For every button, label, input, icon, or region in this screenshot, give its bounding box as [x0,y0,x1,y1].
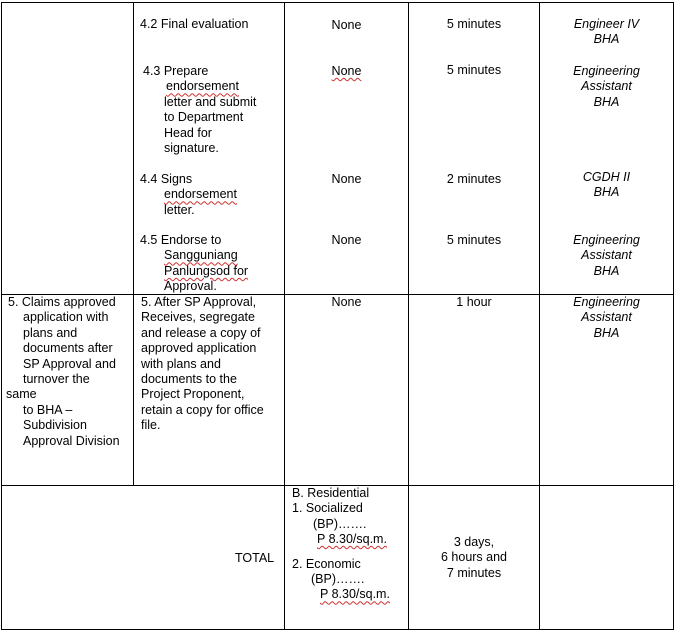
step-4-5-person: Engineering Assistant BHA [573,233,640,278]
column-divider-1 [133,2,134,486]
step-5-time: 1 hour [456,295,492,309]
table-border-top [1,2,673,3]
step-4-5-time: 5 minutes [446,233,502,247]
step-4-4-person: CGDH II BHA [582,170,631,200]
step-4-3-action: 4.3 Prepare endorsement letter and submit to Department Head for signature. [143,64,257,156]
table-border-right [673,2,674,630]
step-5-client: 5. Claims approved application with plans and documents after SP Approval and turnover the same to BHA – Subdivision Approval Division [6,295,120,448]
table-border-bottom [1,629,673,630]
step-5-action: 5. After SP Approval, Receives, segregate and release a copy of approved application with plans and documents to the Project Proponent, retain a copy for office file. [141,295,264,433]
step-4-4-time: 2 minutes [446,172,502,186]
step-4-3-fee: None [331,64,362,78]
step-5-fee: None [331,295,362,309]
total-time: 3 days, 6 hours and 7 minutes [440,535,508,580]
step-4-2-time: 5 minutes [446,17,502,31]
step-4-5-fee: None [331,233,362,247]
total-fees: B. Residential 1. Socialized (BP)……. P 8.30/sq.m. 2. Economic (BP)……. P 8.30/sq.m. [292,486,390,602]
step-4-3-person: Engineering Assistant BHA [573,64,640,109]
step-4-2-action: 4.2 Final evaluation [140,17,249,31]
step-4-2-person: Engineer IV BHA [573,17,640,47]
step-4-2-fee: None [331,18,362,32]
step-4-4-fee: None [331,172,362,186]
step-4-5-action: 4.5 Endorse to Sangguniang Panlungsod for Approval. [140,233,249,294]
column-divider-2 [284,2,285,630]
step-4-3-time: 5 minutes [446,63,502,77]
table-border-left [1,2,2,630]
total-label: TOTAL [235,551,275,565]
step-5-person: Engineering Assistant BHA [573,295,640,340]
step-4-4-action: 4.4 Signs endorsement letter. [140,172,237,217]
